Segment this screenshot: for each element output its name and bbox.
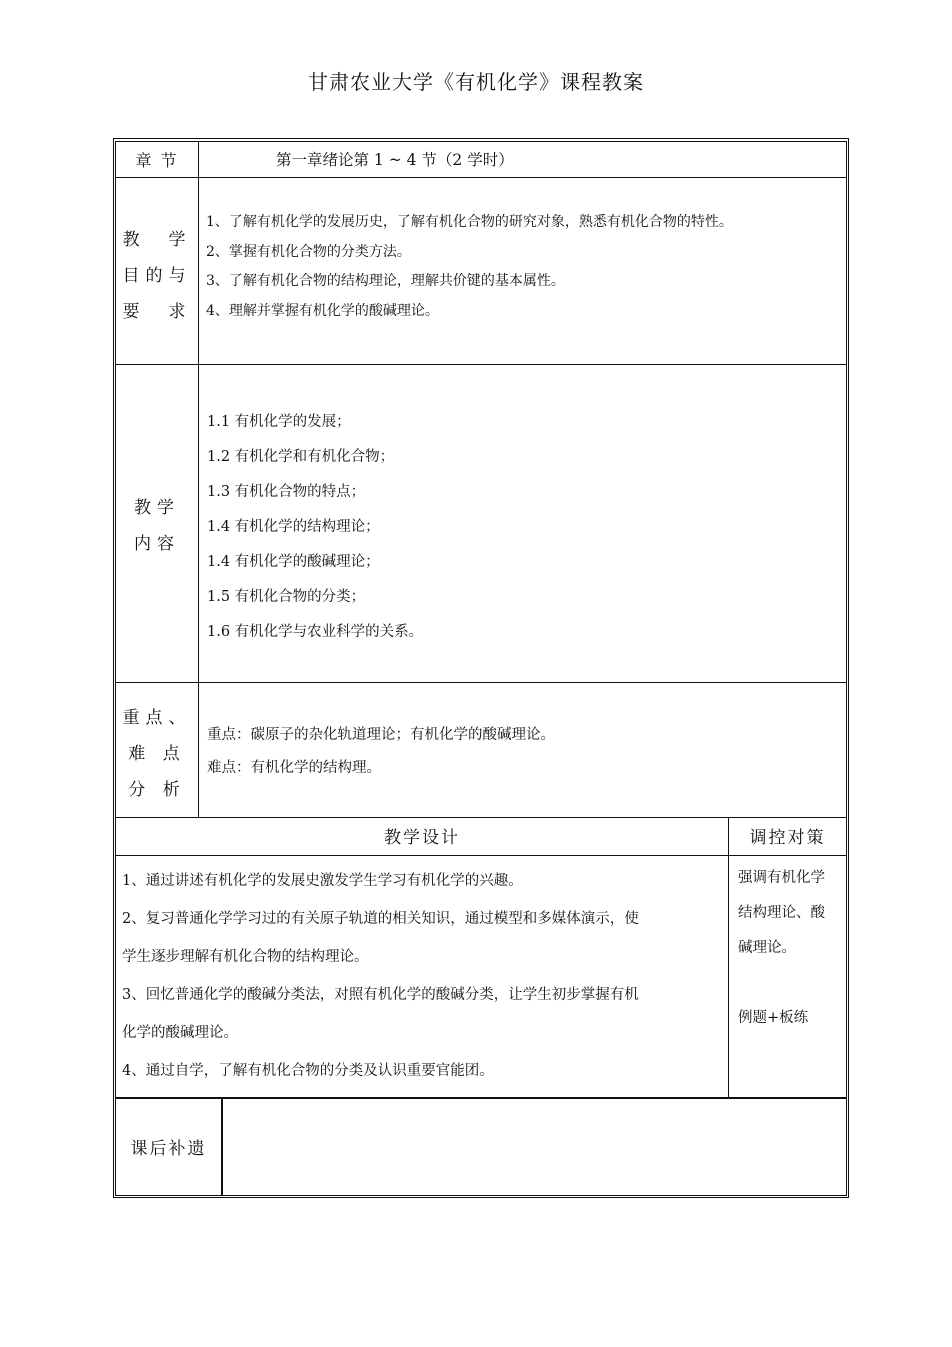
chapter-label: 章 节	[135, 151, 179, 170]
list-item: 1.5 有机化合物的分类；	[207, 589, 366, 605]
content-label	[116, 490, 198, 562]
document-title: 甘肃农业大学《有机化学》课程教案	[308, 70, 644, 94]
chapter-value: 第一章绪论第 1 ~ 4 节（2 学时）	[276, 151, 514, 169]
content-label-line: 教学	[134, 498, 180, 518]
content-list	[207, 405, 807, 650]
list-item: 1.1 有机化学的发展；	[207, 414, 351, 430]
list-item: 1、通过讲述有机化学的发展史激发学生学习有机化学的兴趣。	[122, 873, 523, 889]
goals-list	[206, 208, 842, 326]
content-label-line: 内容	[134, 534, 180, 554]
list-item: 1.3 有机化合物的特点；	[207, 484, 366, 500]
focus-label	[116, 700, 198, 808]
strategy-header: 调控对策	[749, 828, 826, 848]
list-item: 1、了解有机化学的发展历史，了解有机化合物的研究对象，熟悉有机化合物的特性。	[206, 214, 733, 230]
list-item: 2、复习普通化学学习过的有关原子轨道的相关知识，通过模型和多媒体演示，使	[122, 911, 639, 927]
goals-label-line: 目的与	[122, 266, 192, 286]
list-item: 4、理解并掌握有机化学的酸碱理论。	[206, 302, 439, 319]
list-item: 结构理论、酸	[738, 905, 825, 921]
goals-label-line: 教 学	[122, 230, 192, 250]
list-item: 学生逐步理解有机化合物的结构理论。	[122, 949, 369, 965]
list-item: 强调有机化学	[738, 870, 825, 886]
list-item: 3、回忆普通化学的酸碱分类法，对照有机化学的酸碱分类，让学生初步掌握有机	[122, 987, 639, 1003]
list-item: 1.4 有机化学的酸碱理论；	[207, 554, 380, 570]
list-item	[738, 966, 844, 1001]
list-item: 碱理论。	[738, 940, 796, 956]
design-header: 教学设计	[384, 828, 460, 848]
list-item: 化学的酸碱理论。	[122, 1025, 238, 1041]
list-item: 4、通过自学，了解有机化合物的分类及认识重要官能团。	[122, 1063, 494, 1079]
list-item: 例题+板练	[738, 1010, 809, 1026]
list-item: 重点：碳原子的杂化轨道理论；有机化学的酸碱理论。	[207, 727, 555, 743]
list-item: 1.4 有机化学的结构理论；	[207, 519, 380, 535]
list-item: 3、了解有机化合物的结构理论，理解共价键的基本属性。	[206, 273, 565, 289]
focus-list	[207, 719, 827, 785]
design-list	[122, 862, 724, 1090]
supplement-label: 课后补遗	[130, 1139, 207, 1159]
goals-label-line: 要 求	[122, 302, 192, 322]
list-item: 1.6 有机化学与农业科学的关系。	[207, 624, 424, 640]
list-item: 2、掌握有机化合物的分类方法。	[206, 243, 411, 260]
focus-label-line: 分 析	[128, 780, 186, 800]
focus-label-line: 难 点	[128, 744, 186, 764]
list-item: 难点：有机化学的结构理。	[207, 760, 381, 776]
goals-label	[116, 222, 198, 330]
focus-label-line: 重点、	[122, 708, 192, 728]
list-item: 1.2 有机化学和有机化合物；	[207, 449, 395, 465]
strategy-list	[738, 861, 844, 1036]
